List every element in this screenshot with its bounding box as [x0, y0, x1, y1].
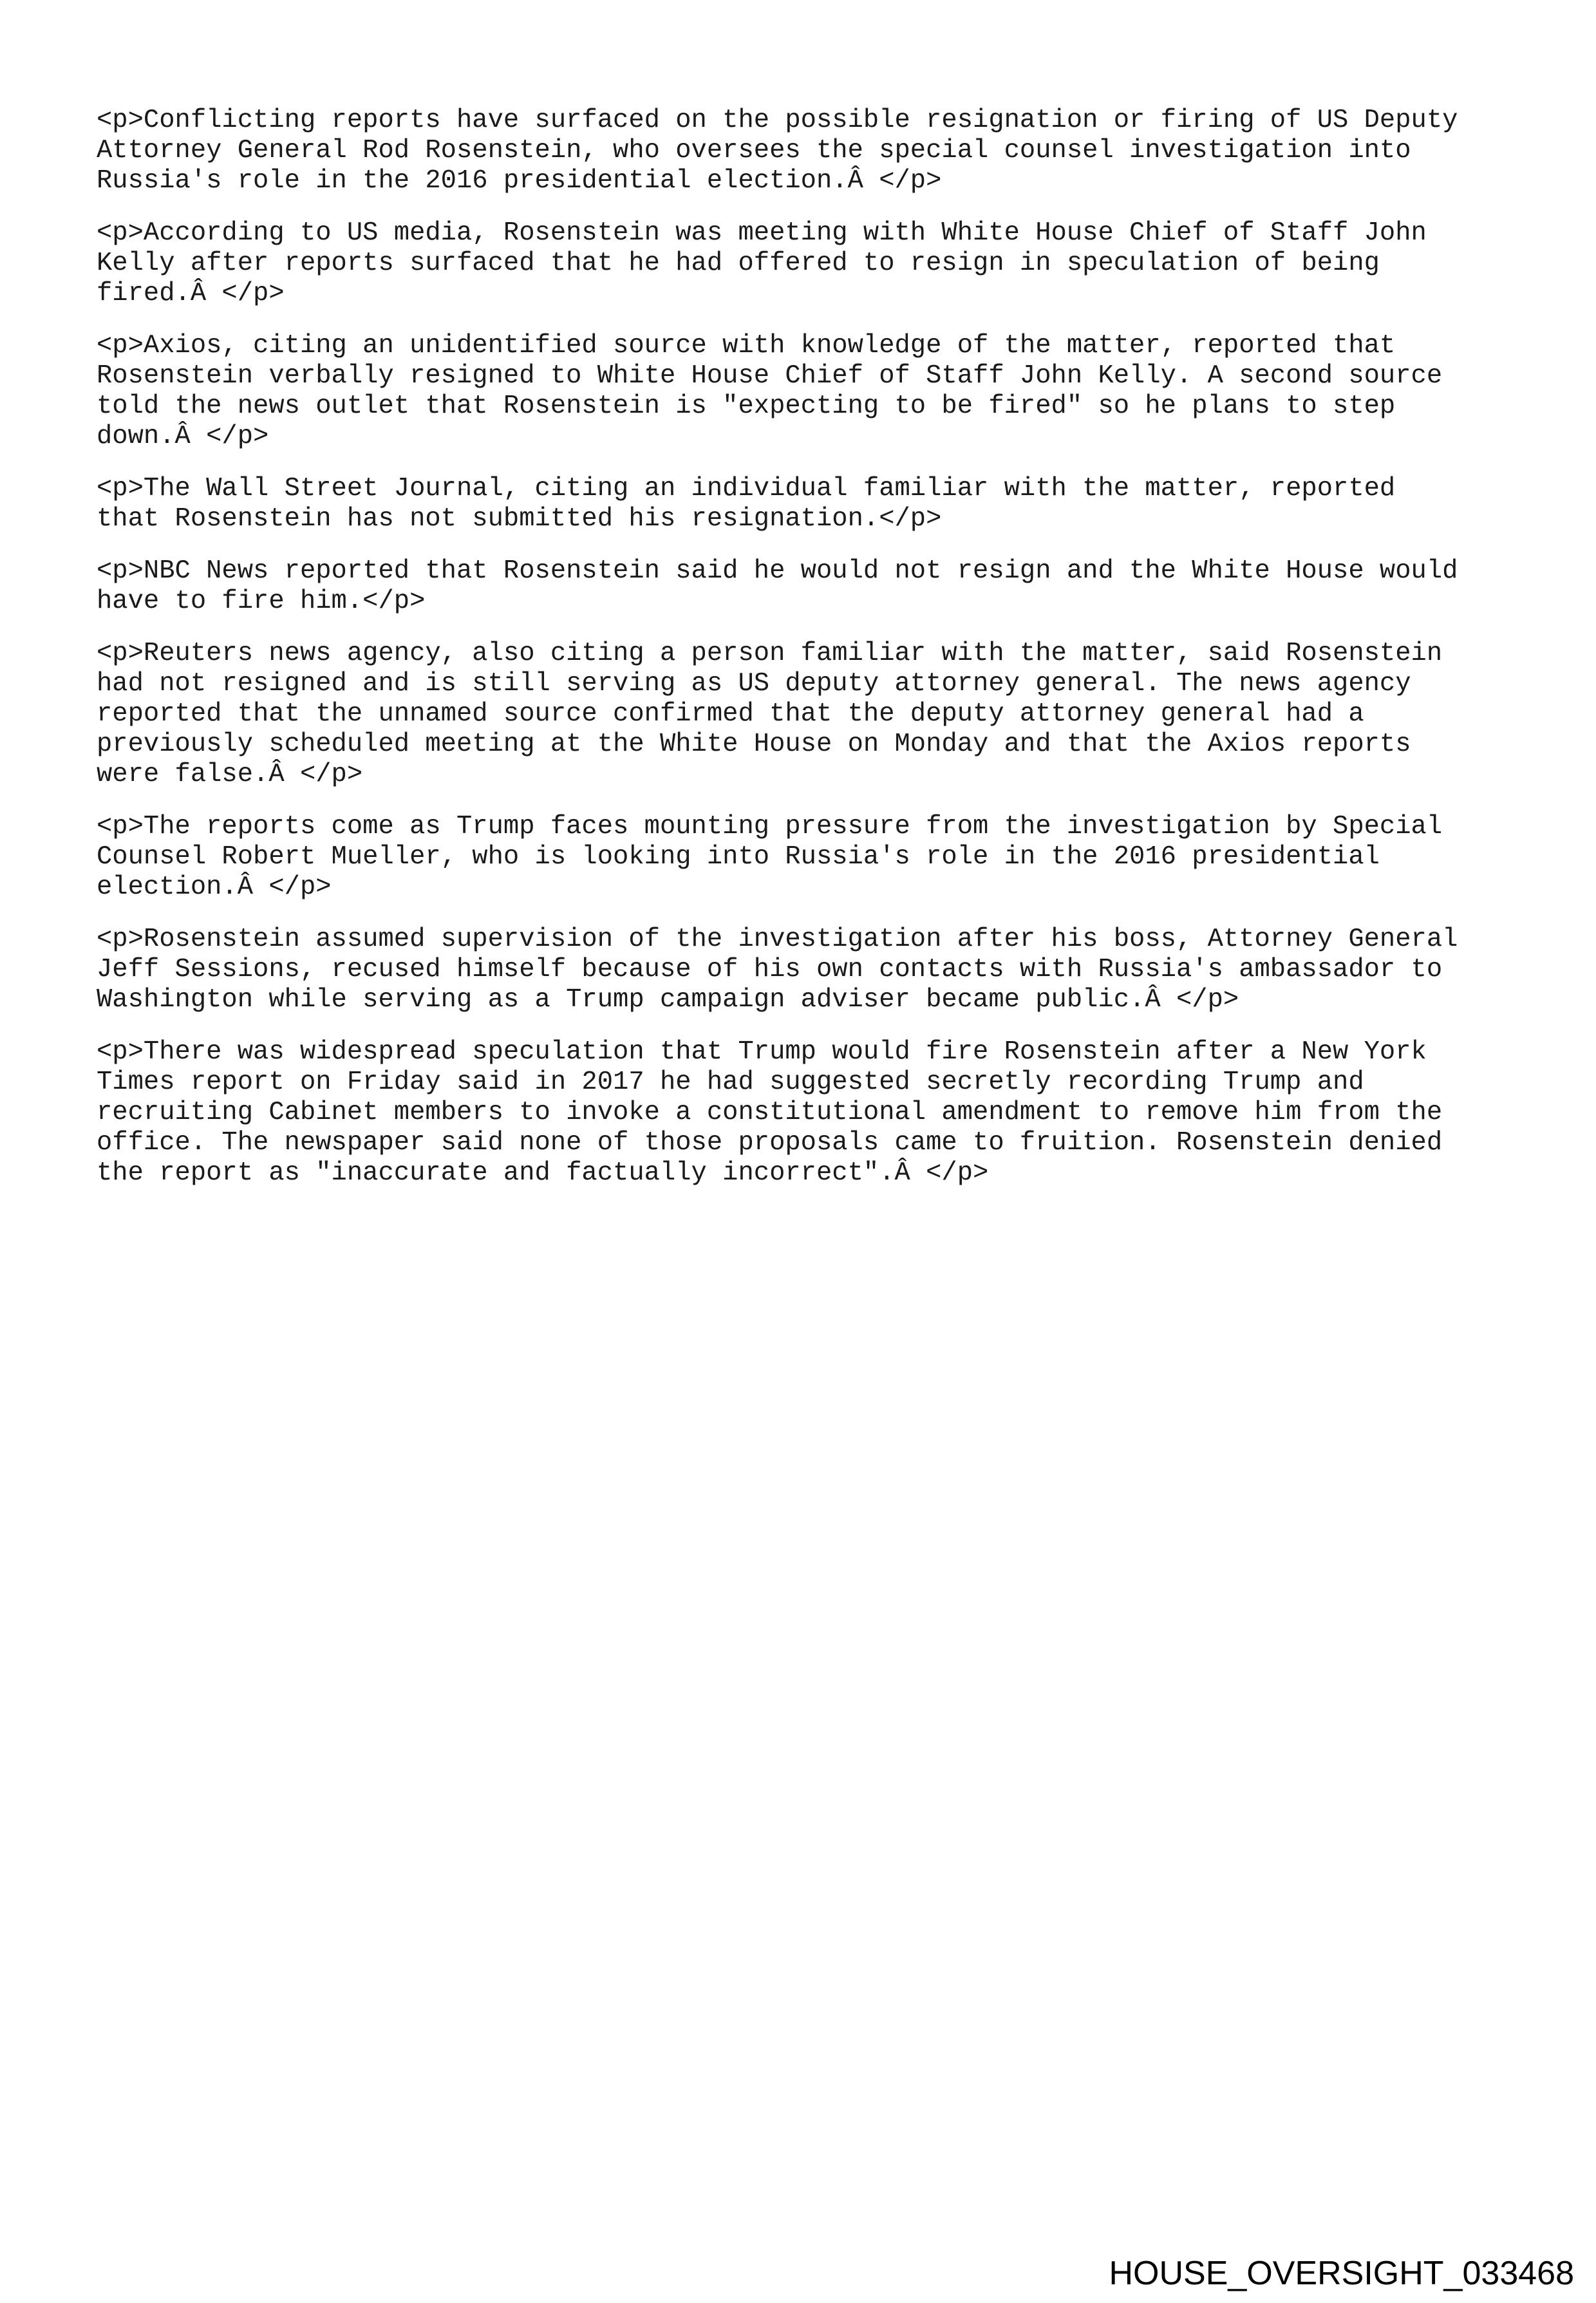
paragraph-4: <p>The Wall Street Journal, citing an individual familiar with the matter, reported that Rosenstein has not submitted his resignation.</p> [97, 474, 1396, 534]
paragraph-9: <p>There was widespread speculation that Trump would fire Rosenstein after a New York Times report on Friday said in 2017 he had suggested secretly recording Trump and recruiting Cabinet members to invoke a constitutional amendment to remove him from the office. The newspaper said none of those proposals came to fruition. Rosenstein denied the report as "inaccurate and factually incorrect".Â </p> [97, 1037, 1443, 1188]
paragraph-1: <p>Conflicting reports have surfaced on the possible resignation or firing of US Deputy Attorney General Rod Rosenstein, who oversees the special counsel investigation into Russia's role in the 2016 presidential election.Â </p> [97, 106, 1458, 196]
paragraph-2: <p>According to US media, Rosenstein was meeting with White House Chief of Staff John Kelly after reports surfaced that he had offered to resign in speculation of being fired.Â </p> [97, 218, 1427, 308]
paragraph-8: <p>Rosenstein assumed supervision of the investigation after his boss, Attorney General Jeff Sessions, recused himself because of his own contacts with Russia's ambassador to Washington while serving as a Trump campaign adviser became public.Â </p> [97, 925, 1458, 1015]
paragraph-7: <p>The reports come as Trump faces mounting pressure from the investigation by Special Counsel Robert Mueller, who is looking into Russia's role in the 2016 presidential election.Â </p> [97, 812, 1443, 902]
document-body [97, 106, 1513, 1210]
bates-number: HOUSE_OVERSIGHT_033468 [1109, 2255, 1574, 2292]
paragraph-6: <p>Reuters news agency, also citing a person familiar with the matter, said Rosenstein had not resigned and is still serving as US deputy attorney general. The news agency reported that the unnamed source confirmed that the deputy attorney general had a previously scheduled meeting at the White House on Monday and that the Axios reports were false.Â </p> [97, 639, 1443, 789]
paragraph-3: <p>Axios, citing an unidentified source with knowledge of the matter, reported that Rosenstein verbally resigned to White House Chief of Staff John Kelly. A second source told the news outlet that Rosenstein is "expecting to be fired" so he plans to step down.Â </p> [97, 331, 1443, 451]
paragraph-5: <p>NBC News reported that Rosenstein said he would not resign and the White House would have to fire him.</p> [97, 556, 1458, 616]
